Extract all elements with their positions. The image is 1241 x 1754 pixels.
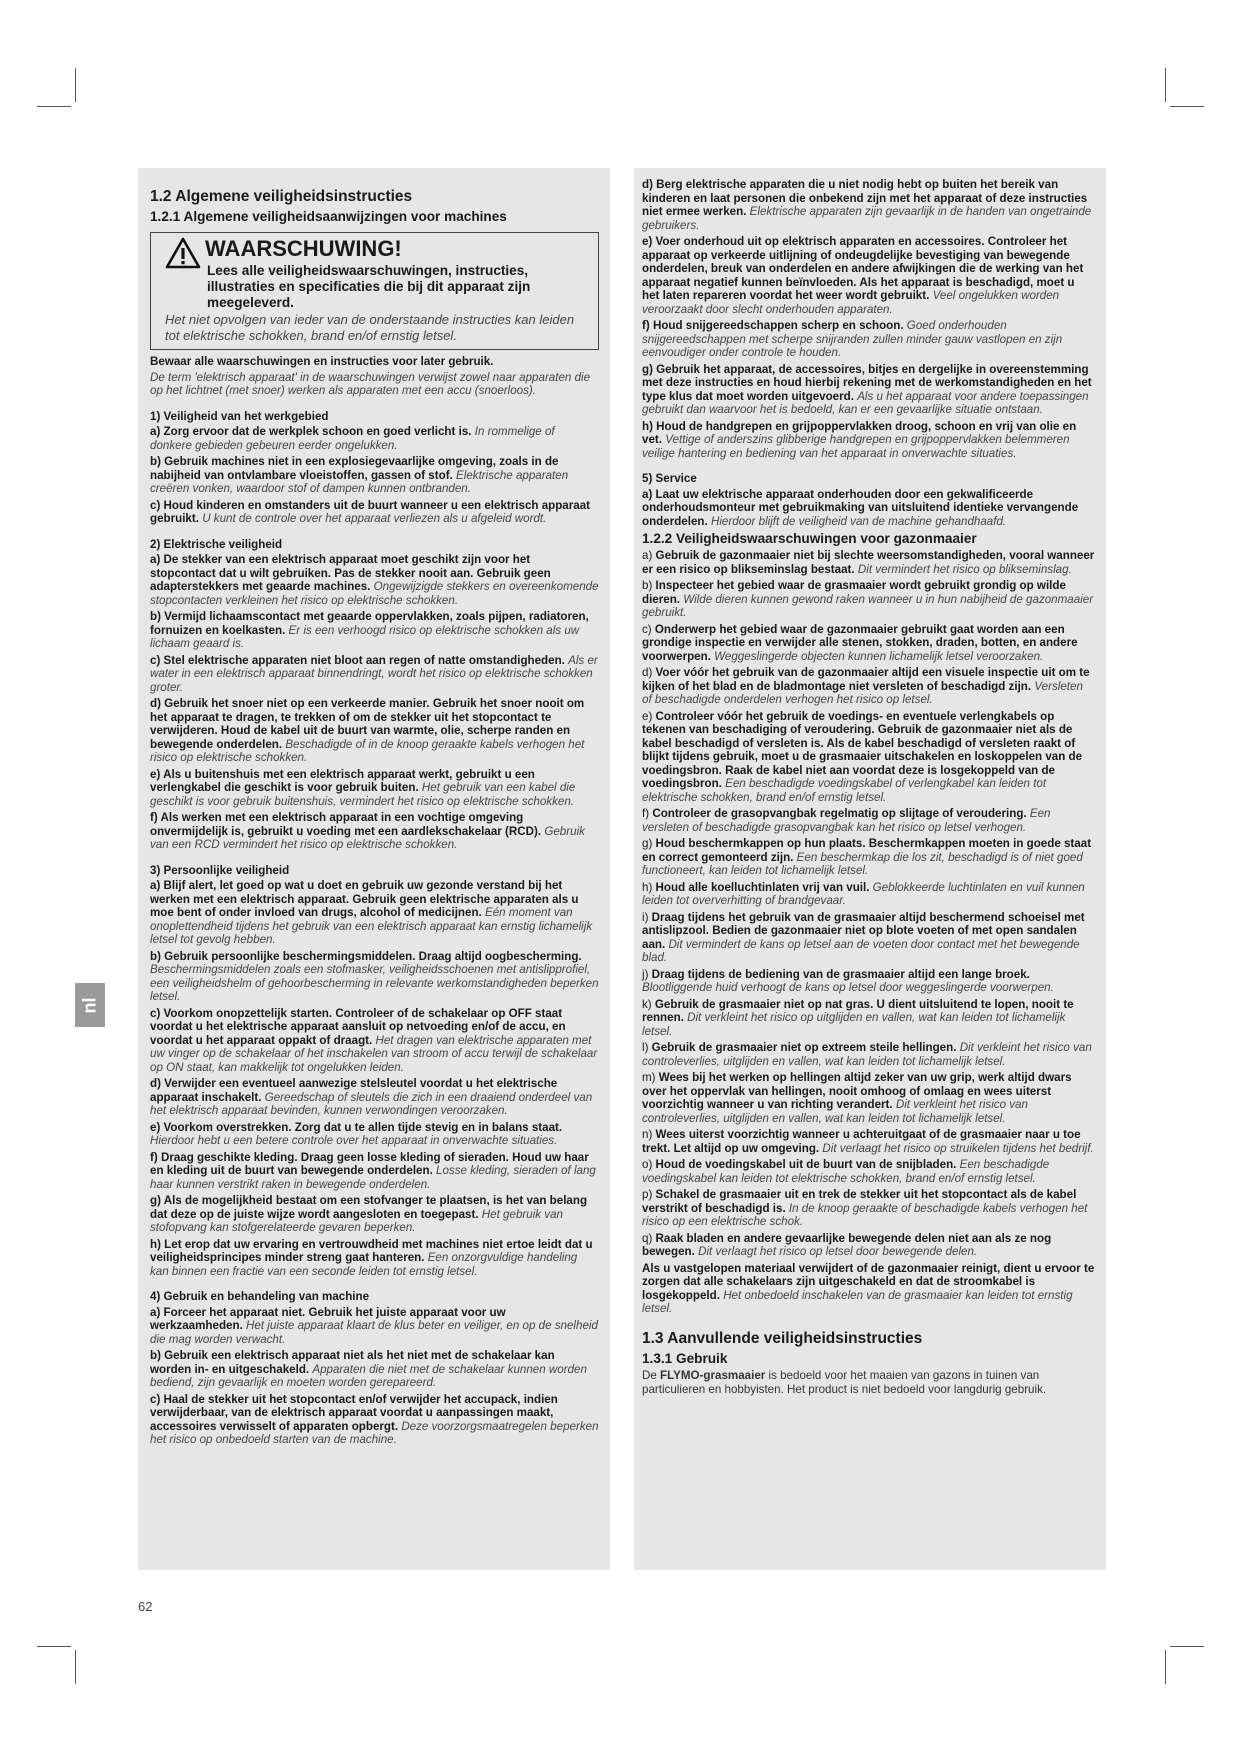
instruction-note: Het gebruik van stofopvang kan stofgerelateerde gevaren beperken. bbox=[150, 1207, 563, 1234]
instruction-item bbox=[150, 1077, 599, 1118]
mower-item bbox=[642, 623, 1095, 664]
instruction-note: Het juiste apparaat klaart de klus beter en veiliger, en op de snelheid die mag worden verwacht. bbox=[150, 1319, 598, 1346]
instruction-item bbox=[150, 768, 599, 809]
instruction-bold: g) Als de mogelijkheid bestaat om een stofvanger te plaatsen, is het van belang dat deze op de juiste wijze wordt aangesloten en toegepast. bbox=[150, 1194, 588, 1221]
instruction-note: Dit vermindert de kans op letsel aan de voeten door contact met het bewegende blad. bbox=[642, 937, 1080, 964]
term-definition: De term 'elektrisch apparaat' in de waarschuwingen verwijst zowel naar apparaten die op het lichtnet (met snoer) werken als apparaten met een accu (snoerloos). bbox=[150, 370, 591, 397]
instruction-note: Weggeslingerde objecten kunnen lichamelijk letsel veroorzaken. bbox=[714, 649, 1044, 663]
mower-item bbox=[642, 1071, 1095, 1125]
instruction-item bbox=[150, 455, 599, 496]
instruction-bold: d) Berg elektrische apparaten die u niet nodig hebt op buiten het bereik van kinderen en laat personen die onbekend zijn met het apparaat of deze instructies niet ermee werken. bbox=[642, 178, 1088, 218]
instruction-bold: b) Gebruik een elektrisch apparaat niet als het niet met de schakelaar kan worden in- en uitgeschakeld. bbox=[150, 1349, 555, 1376]
crop-mark bbox=[75, 68, 76, 102]
mower-item bbox=[642, 968, 1095, 995]
instruction-bold: Wees uiterst voorzichtig wanneer u achteruitgaat of de grasmaaier naar u toe trekt. Let altijd op uw omgeving. bbox=[642, 1128, 1081, 1155]
right-top-items bbox=[642, 178, 1095, 460]
section-title: 1) Veiligheid van het werkgebied bbox=[150, 409, 329, 423]
instruction-note: Het gebruik van een kabel die geschikt is voor gebruik buitenshuis, vermindert het risico op elektrische schokken. bbox=[150, 781, 576, 808]
instruction-bold: c) Voorkom onopzettelijk starten. Controleer of de schakelaar op OFF staat voordat u het elektrische apparaat aansluit op netvoeding en/of de accu, en voordat u het apparaat oppakt of draagt. bbox=[150, 1006, 566, 1047]
mower-item bbox=[642, 881, 1095, 908]
instruction-note: Gereedschap of sleutels die zich in een draaiend onderdeel van het elektrisch apparaat bevinden, kunnen verwondingen veroorzaken. bbox=[150, 1090, 593, 1117]
item-letter: j) bbox=[642, 967, 649, 981]
mower-item bbox=[642, 911, 1095, 965]
instruction-note: Ongewijzigde stekkers en overeenkomende stopcontacten verkleinen het risico op elektrische schokken. bbox=[150, 580, 599, 607]
mower-item bbox=[642, 837, 1095, 878]
instruction-bold: Controleer vóór het gebruik de voedings- en eventuele verlengkabels op tekenen van beschadiging of veroudering. Gebruik de gazonmaaier niet als de kabel beschadigd of versleten is. Als de kabel beschadigd of versleten raakt of blijkt tijdens gebruik, moet u de grasmaaier uitschakelen en loskoppelen van de voedingsbron. Raak de kabel niet aan voordat deze is losgekoppeld van de voedingsbron. bbox=[642, 709, 1083, 790]
item-letter: m) bbox=[642, 1071, 656, 1084]
instruction-bold: Gebruik de gazonmaaier niet bij slechte weersomstandigheden, vooral wanneer er een risico op blikseminslag bestaat. bbox=[642, 549, 1095, 576]
instruction-bold: e) Voer onderhoud uit op elektrisch apparaten en accessoires. Controleer het apparaat op verkeerde uitlijning of ondeugdelijke bevestiging van bewegende onderdelen, breuk van onderdelen en andere afwijkingen die de werking van het apparaat negatief kunnen beïnvloeden. Als het apparaat is beschadigd, moet u het laten repareren voordat het weer wordt gebruikt. bbox=[642, 235, 1084, 302]
instruction-note: Wilde dieren kunnen gewond raken wanneer u in hun nabijheid de gazonmaaier gebruikt. bbox=[642, 592, 1094, 619]
section-title: 4) Gebruik en behandeling van machine bbox=[150, 1290, 370, 1303]
instruction-bold: a) De stekker van een elektrisch apparaat moet geschikt zijn voor het stopcontact dat u wilt gebruiken. Pas de stekker nooit aan. Gebruik geen adapterstekkers met geaarde machines. bbox=[150, 553, 551, 593]
extra-heading: 1.3 Aanvullende veiligheidsinstructies bbox=[642, 1329, 923, 1347]
instruction-bold: c) Stel elektrische apparaten niet bloot aan regen of natte omstandigheden. bbox=[150, 653, 565, 667]
mower-item bbox=[642, 710, 1095, 805]
warning-text: Lees alle veiligheidswaarschuwingen, instructies, illustraties en specificaties die bij dit apparaat zijn meegeleverd. bbox=[207, 263, 531, 310]
instruction-bold: b) Vermijd lichaamscontact met geaarde oppervlakken, zoals pijpen, radiatoren, fornuizen en koelkasten. bbox=[150, 610, 589, 637]
keep-instructions: Bewaar alle waarschuwingen en instructies voor later gebruik. bbox=[150, 355, 494, 368]
instruction-bold: c) Haal de stekker uit het stopcontact en/of verwijder het accupack, indien verwijderbaar, van de elektrisch apparaat voordat u aanpassingen maakt, accessoires verwisselt of apparaten opbergt. bbox=[150, 1392, 558, 1433]
service-item: a) Laat uw elektrische apparaat onderhouden door een gekwalificeerde onderhoudsmonteur met gebruikmaking van uitsluitend identieke vervangende onderdelen. Hierdoor blijft de veiligheid van de machine gehandhaafd. bbox=[642, 487, 1079, 528]
instruction-note: Geblokkeerde luchtinlaten en vuil kunnen leiden tot oververhitting of brandgevaar. bbox=[642, 880, 1085, 907]
instruction-note: Dit verlaagt het risico op letsel door bewegende delen. bbox=[698, 1245, 978, 1258]
instruction-bold: b) Gebruik persoonlijke beschermingsmiddelen. Draag altijd oogbescherming. bbox=[150, 949, 582, 963]
instruction-note: Deze voorzorgsmaatregelen beperken het risico op onbedoeld starten van de machine. bbox=[150, 1419, 599, 1446]
use-heading: 1.3.1 Gebruik bbox=[642, 1350, 728, 1366]
item-letter: i) bbox=[642, 910, 649, 924]
instruction-note: Het onbedoeld inschakelen van de grasmaaier kan leiden tot ernstig letsel. bbox=[642, 1288, 1073, 1315]
instruction-bold: f) Draag geschikte kleding. Draag geen losse kleding of sieraden. Houd uw haar en kleding uit de buurt van bewegende onderdelen. bbox=[150, 1150, 589, 1177]
instruction-bold: h) Let erop dat uw ervaring en vertrouwdheid met machines niet ertoe leidt dat u veiligheidsprincipes minder streng gaat hanteren. bbox=[150, 1237, 593, 1264]
instruction-bold: Inspecteer het gebied waar de grasmaaier wordt gebruikt grondig op wilde dieren. bbox=[642, 579, 1066, 606]
section-title: 2) Elektrische veiligheid bbox=[150, 537, 283, 551]
instruction-note: Er is een verhoogd risico op elektrische schokken als uw lichaam geaard is. bbox=[150, 623, 580, 650]
instruction-item bbox=[150, 1349, 599, 1390]
instruction-bold: Houd beschermkappen op hun plaats. Beschermkappen moeten in goede staat en correct gemonteerd zijn. bbox=[642, 837, 1092, 864]
mower-item bbox=[642, 998, 1095, 1039]
instruction-note: Goed onderhouden snijgereedschappen met scherpe snijranden zullen minder gauw vastlopen en zijn eenvoudiger onder controle te houden. bbox=[642, 319, 1063, 359]
language-tab: nl bbox=[75, 983, 105, 1027]
instruction-bold: Houd de voedingskabel uit de buurt van de snijbladen. bbox=[655, 1158, 957, 1171]
mower-item bbox=[642, 1128, 1095, 1155]
page-number: 62 bbox=[138, 1599, 153, 1614]
instruction-note: Een beschermkap die los zit, beschadigd is of niet goed functioneert, kan leiden tot lichamelijk letsel. bbox=[642, 850, 1083, 877]
instruction-item bbox=[642, 178, 1095, 232]
instruction-item bbox=[150, 1121, 599, 1148]
instruction-note: Dit verkleint het risico op uitglijden en vallen, wat kan leiden tot lichamelijk letsel. bbox=[642, 1011, 1066, 1038]
instruction-note: Gebruik van een RCD vermindert het risico op elektrische schokken. bbox=[150, 824, 585, 851]
item-letter: k) bbox=[642, 997, 652, 1011]
instruction-item bbox=[642, 319, 1095, 360]
instruction-bold: a) Blijf alert, let goed op wat u doet en gebruik uw gezonde verstand bij het werken met een elektrisch apparaat. Gebruik geen elektrische apparaten als u moe bent of onder invloed van drugs, alcohol of medicijnen. bbox=[150, 879, 579, 919]
crop-mark bbox=[1170, 106, 1204, 107]
instruction-item bbox=[150, 1306, 599, 1347]
subsection-heading: 1.2.1 Algemene veiligheidsaanwijzingen voor machines bbox=[150, 209, 507, 224]
instruction-note: Vettige of anderszins glibberige handgrepen en grijpoppervlakken belemmeren veilige hantering en bediening van het apparaat in onverwachte situaties. bbox=[642, 433, 1070, 460]
instruction-bold: g) Gebruik het apparaat, de accessoires, bitjes en dergelijke in overeenstemming met deze instructies en houd hierbij rekening met de werkomstandigheden en het type klus dat moet worden uitgevoerd. bbox=[642, 362, 1092, 403]
instruction-note: Een onzorgvuldige handeling kan binnen een fractie van een seconde leiden tot ernstig letsel. bbox=[150, 1251, 578, 1278]
instruction-bold: c) Houd kinderen en omstanders uit de buurt wanneer u een elektrisch apparaat gebruikt. bbox=[150, 498, 591, 525]
instruction-item bbox=[642, 235, 1095, 316]
instruction-bold: d) Gebruik het snoer niet op een verkeerde manier. Gebruik het snoer nooit om het apparaat te dragen, te trekken of om de stekker uit het stopcontact te verwijderen. Houd de kabel uit de buurt van warmte, olie, scherpe randen en bewegende onderdelen. bbox=[150, 697, 585, 751]
instruction-item bbox=[150, 654, 599, 695]
mower-item bbox=[642, 1158, 1095, 1185]
instruction-item bbox=[150, 950, 599, 1004]
instruction-bold: Draag tijdens de bediening van de grasmaaier altijd een lange broek. bbox=[651, 967, 1030, 981]
mower-item bbox=[642, 1262, 1095, 1316]
instruction-bold: Wees bij het werken op hellingen altijd zeker van uw grip, werk altijd dwars over het oppervlak van hellingen, nooit omhoog of omlaag en wees uiterst voorzichtig wanneer u van richting verandert. bbox=[642, 1071, 1072, 1111]
crop-mark bbox=[1165, 68, 1166, 102]
instruction-bold: Controleer de grasopvangbak regelmatig op slijtage of veroudering. bbox=[652, 807, 1027, 820]
instruction-note: In rommelige of donkere gebieden gebeuren eerder ongelukken. bbox=[150, 425, 555, 452]
section-heading: 1.2 Algemene veiligheidsinstructies bbox=[150, 188, 413, 205]
instruction-note: Beschadigde of in de knoop geraakte kabels verhogen het risico op elektrische schokken. bbox=[150, 737, 585, 764]
instruction-bold: e) Voorkom overstrekken. Zorg dat u te allen tijde stevig en in balans staat. bbox=[150, 1120, 563, 1134]
instruction-bold: b) Gebruik machines niet in een explosiegevaarlijke omgeving, zoals in de nabijheid van ontvlambare vloeistoffen, gassen of stof. bbox=[150, 455, 559, 482]
instruction-note: Als er water in een elektrisch apparaat binnendringt, wordt het risico op elektrische schokken groter. bbox=[150, 653, 598, 694]
instruction-item bbox=[150, 425, 599, 452]
instruction-bold: Draag tijdens het gebruik van de grasmaaier altijd beschermend schoeisel met antislipzool. Bedien de gazonmaaier niet op blote voeten of met open sandalen aan. bbox=[642, 910, 1085, 951]
item-letter: b) bbox=[642, 579, 653, 592]
instruction-note: In de knoop geraakte of beschadigde kabels verhogen het risico op een elektrische schok. bbox=[642, 1201, 1088, 1228]
instruction-bold: e) Als u buitenshuis met een elektrisch apparaat werkt, gebruikt u een verlengkabel die geschikt is voor gebruik buiten. bbox=[150, 767, 535, 794]
crop-mark bbox=[1170, 1646, 1204, 1647]
mower-item bbox=[642, 1232, 1095, 1259]
instruction-bold: f) Houd snijgereedschappen scherp en schoon. bbox=[642, 319, 904, 332]
instruction-bold: d) Verwijder een eventueel aanwezige stelsleutel voordat u het elektrische apparaat inschakelt. bbox=[150, 1077, 558, 1104]
mower-item bbox=[642, 1041, 1095, 1068]
item-letter: q) bbox=[642, 1231, 653, 1245]
mower-items bbox=[642, 549, 1095, 1316]
instruction-note: Elektrische apparaten zijn gevaarlijk in de handen van ongetrainde gebruikers. bbox=[642, 205, 1092, 232]
crop-mark bbox=[37, 106, 71, 107]
item-letter: o) bbox=[642, 1158, 653, 1171]
instruction-bold: Raak bladen en andere gevaarlijke bewegende delen niet aan als ze nog bewegen. bbox=[642, 1231, 1052, 1258]
crop-mark bbox=[1165, 1650, 1166, 1684]
item-letter: f) bbox=[642, 807, 650, 820]
instruction-bold: a) Forceer het apparaat niet. Gebruik het juiste apparaat voor uw werkzaamheden. bbox=[150, 1305, 506, 1332]
instruction-item bbox=[150, 1007, 599, 1075]
instruction-bold: Gebruik de grasmaaier niet op extreem steile hellingen. bbox=[651, 1041, 957, 1054]
warning-title: WAARSCHUWING! bbox=[205, 236, 402, 261]
left-column bbox=[138, 168, 610, 1570]
instruction-item bbox=[150, 499, 599, 526]
item-letter: d) bbox=[642, 666, 653, 679]
instruction-note: Een beschadigde voedingskabel kan leiden tot elektrische schokken, brand en/of ernstig letsel. bbox=[642, 1158, 1050, 1185]
instruction-bold: f) Als werken met een elektrisch apparaat in een vochtige omgeving onvermijdelijk is, gebruikt u voeding met een aardlekschakelaar (RCD). bbox=[150, 811, 542, 838]
section-title: 3) Persoonlijke veiligheid bbox=[150, 863, 290, 877]
instruction-note: Elektrische apparaten creëren vonken, waardoor stof of dampen kunnen ontbranden. bbox=[150, 468, 569, 495]
crop-mark bbox=[37, 1646, 71, 1647]
instruction-item bbox=[150, 879, 599, 947]
item-letter: p) bbox=[642, 1188, 653, 1201]
mower-item bbox=[642, 579, 1095, 620]
instruction-note: Beschermingsmiddelen zoals een stofmasker, veiligheidsschoenen met antislipprofiel, een veiligheidshelm of gehoorbescherming in relevante werkomstandigheden beperken letsel. bbox=[150, 963, 599, 1003]
instruction-bold: Onderwerp het gebied waar de gazonmaaier gebruikt gaat worden aan een grondige inspectie en verwijder alle stenen, stokken, draden, botten, en andere voorwerpen. bbox=[642, 622, 1078, 663]
instruction-note: Dit verkleint het risico van controleverlies, uitglijden en vallen, wat kan leiden tot lichamelijk letsel. bbox=[642, 1041, 1092, 1068]
instruction-note: Veel ongelukken worden veroorzaakt door slecht onderhouden apparaten. bbox=[642, 289, 1060, 316]
warning-triangle-icon bbox=[165, 237, 201, 269]
instruction-note: Als u het apparaat voor andere toepassingen gebruikt dan waarvoor het is bedoeld, kan er een gevaarlijke situatie ontstaan. bbox=[642, 389, 1089, 416]
instruction-note: Losse kleding, sieraden of lang haar kunnen verstrikt raken in bewegende onderdelen. bbox=[150, 1164, 596, 1191]
instruction-bold: a) Zorg ervoor dat de werkplek schoon en goed verlicht is. bbox=[150, 425, 472, 438]
mower-item bbox=[642, 807, 1095, 834]
instruction-item bbox=[150, 1151, 599, 1192]
instruction-note: Dit vermindert het risico op blikseminslag. bbox=[857, 562, 1072, 576]
instruction-note: Eén moment van onoplettendheid tijdens het gebruik van een elektrisch apparaat kan ernstig lichamelijk letsel tot gevolg hebben. bbox=[150, 906, 593, 946]
mower-heading: 1.2.2 Veiligheidswaarschuwingen voor gazonmaaier bbox=[642, 531, 977, 546]
item-letter: c) bbox=[642, 622, 652, 636]
mower-item bbox=[642, 549, 1095, 576]
instruction-item bbox=[150, 553, 599, 607]
instruction-note: Het dragen van elektrische apparaten met uw vinger op de schakelaar of het inschakelen van stroom of accu terwijl de schakelaar op ON staat, kan makkelijk tot ongelukken leiden. bbox=[150, 1033, 598, 1074]
item-letter: l) bbox=[642, 1041, 649, 1054]
instruction-bold: Voer vóór het gebruik van de gazonmaaier altijd een visuele inspectie uit om te kijken of het blad en de bladmontage niet versleten of beschadigd zijn. bbox=[642, 666, 1090, 693]
use-text: De FLYMO-grasmaaier is bedoeld voor het maaien van gazons in tuinen van particulieren en hobbyisten. Het product is niet bedoeld voor langdurig gebruik. bbox=[642, 1368, 1047, 1396]
item-letter: n) bbox=[642, 1128, 653, 1141]
service-heading: 5) Service bbox=[642, 472, 697, 485]
instruction-bold: Houd alle koelluchtinlaten vrij van vuil. bbox=[655, 880, 870, 894]
item-letter: e) bbox=[642, 709, 653, 723]
instruction-note: Versleten of beschadigde onderdelen verhogen het risico op letsel. bbox=[642, 679, 1083, 706]
instruction-item bbox=[150, 1194, 599, 1235]
mower-item bbox=[642, 666, 1095, 707]
instruction-bold: Schakel de grasmaaier uit en trek de stekker uit het stopcontact als de kabel verstrikt of beschadigd is. bbox=[642, 1188, 1077, 1215]
instruction-note: Een versleten of beschadigde grasopvangbak kan het risico op letsel verhogen. bbox=[642, 807, 1051, 834]
instruction-item bbox=[642, 420, 1095, 461]
right-column bbox=[634, 168, 1106, 1570]
instruction-note: U kunt de controle over het apparaat verliezen als u afgeleid wordt. bbox=[202, 512, 547, 525]
crop-mark bbox=[75, 1650, 76, 1684]
item-letter: a) bbox=[642, 549, 653, 562]
instruction-note: Dit verlaagt het risico op struikelen tijdens het bedrijf. bbox=[822, 1141, 1094, 1155]
warning-note: Het niet opvolgen van ieder van de onderstaande instructies kan leiden tot elektrische schokken, brand en/of ernstig letsel. bbox=[165, 312, 575, 343]
instruction-note: Hierdoor hebt u een betere controle over het apparaat in onverwachte situaties. bbox=[150, 1134, 558, 1147]
instruction-bold: Als u vastgelopen materiaal verwijdert of de gazonmaaier reinigt, dient u ervoor te zorgen dat alle schakelaars zijn uitgeschakeld en dat de stroomkabel is losgekoppeld. bbox=[642, 1261, 1095, 1302]
item-letter: g) bbox=[642, 837, 653, 850]
instruction-note: Een beschadigde voedingskabel of verlengkabel kan leiden tot elektrische schokken, brand en/of ernstig letsel. bbox=[642, 777, 1047, 804]
instruction-item bbox=[150, 1393, 599, 1447]
left-sections bbox=[150, 410, 599, 1447]
instruction-bold: Gebruik de grasmaaier niet op nat gras. U dient uitsluitend te lopen, nooit te rennen. bbox=[642, 997, 1074, 1024]
instruction-note: Dit verkleint het risico van controleverlies, uitglijden en vallen, wat kan leiden tot lichamelijk letsel. bbox=[642, 1098, 1028, 1125]
warning-box bbox=[150, 232, 599, 350]
instruction-item bbox=[150, 1238, 599, 1279]
instruction-bold: h) Houd de handgrepen en grijpoppervlakken droog, schoon en vrij van olie en vet. bbox=[642, 419, 1077, 446]
instruction-item bbox=[150, 697, 599, 765]
instruction-item bbox=[642, 363, 1095, 417]
instruction-item bbox=[150, 811, 599, 852]
mower-item bbox=[642, 1188, 1095, 1229]
instruction-item bbox=[150, 610, 599, 651]
item-letter: h) bbox=[642, 880, 653, 894]
instruction-note: Blootliggende huid verhoogt de kans op letsel door weggeslingerde voorwerpen. bbox=[642, 981, 1054, 994]
instruction-note: Apparaten die niet met de schakelaar kunnen worden bediend, zijn gevaarlijk en moeten worden gerepareerd. bbox=[150, 1362, 587, 1389]
